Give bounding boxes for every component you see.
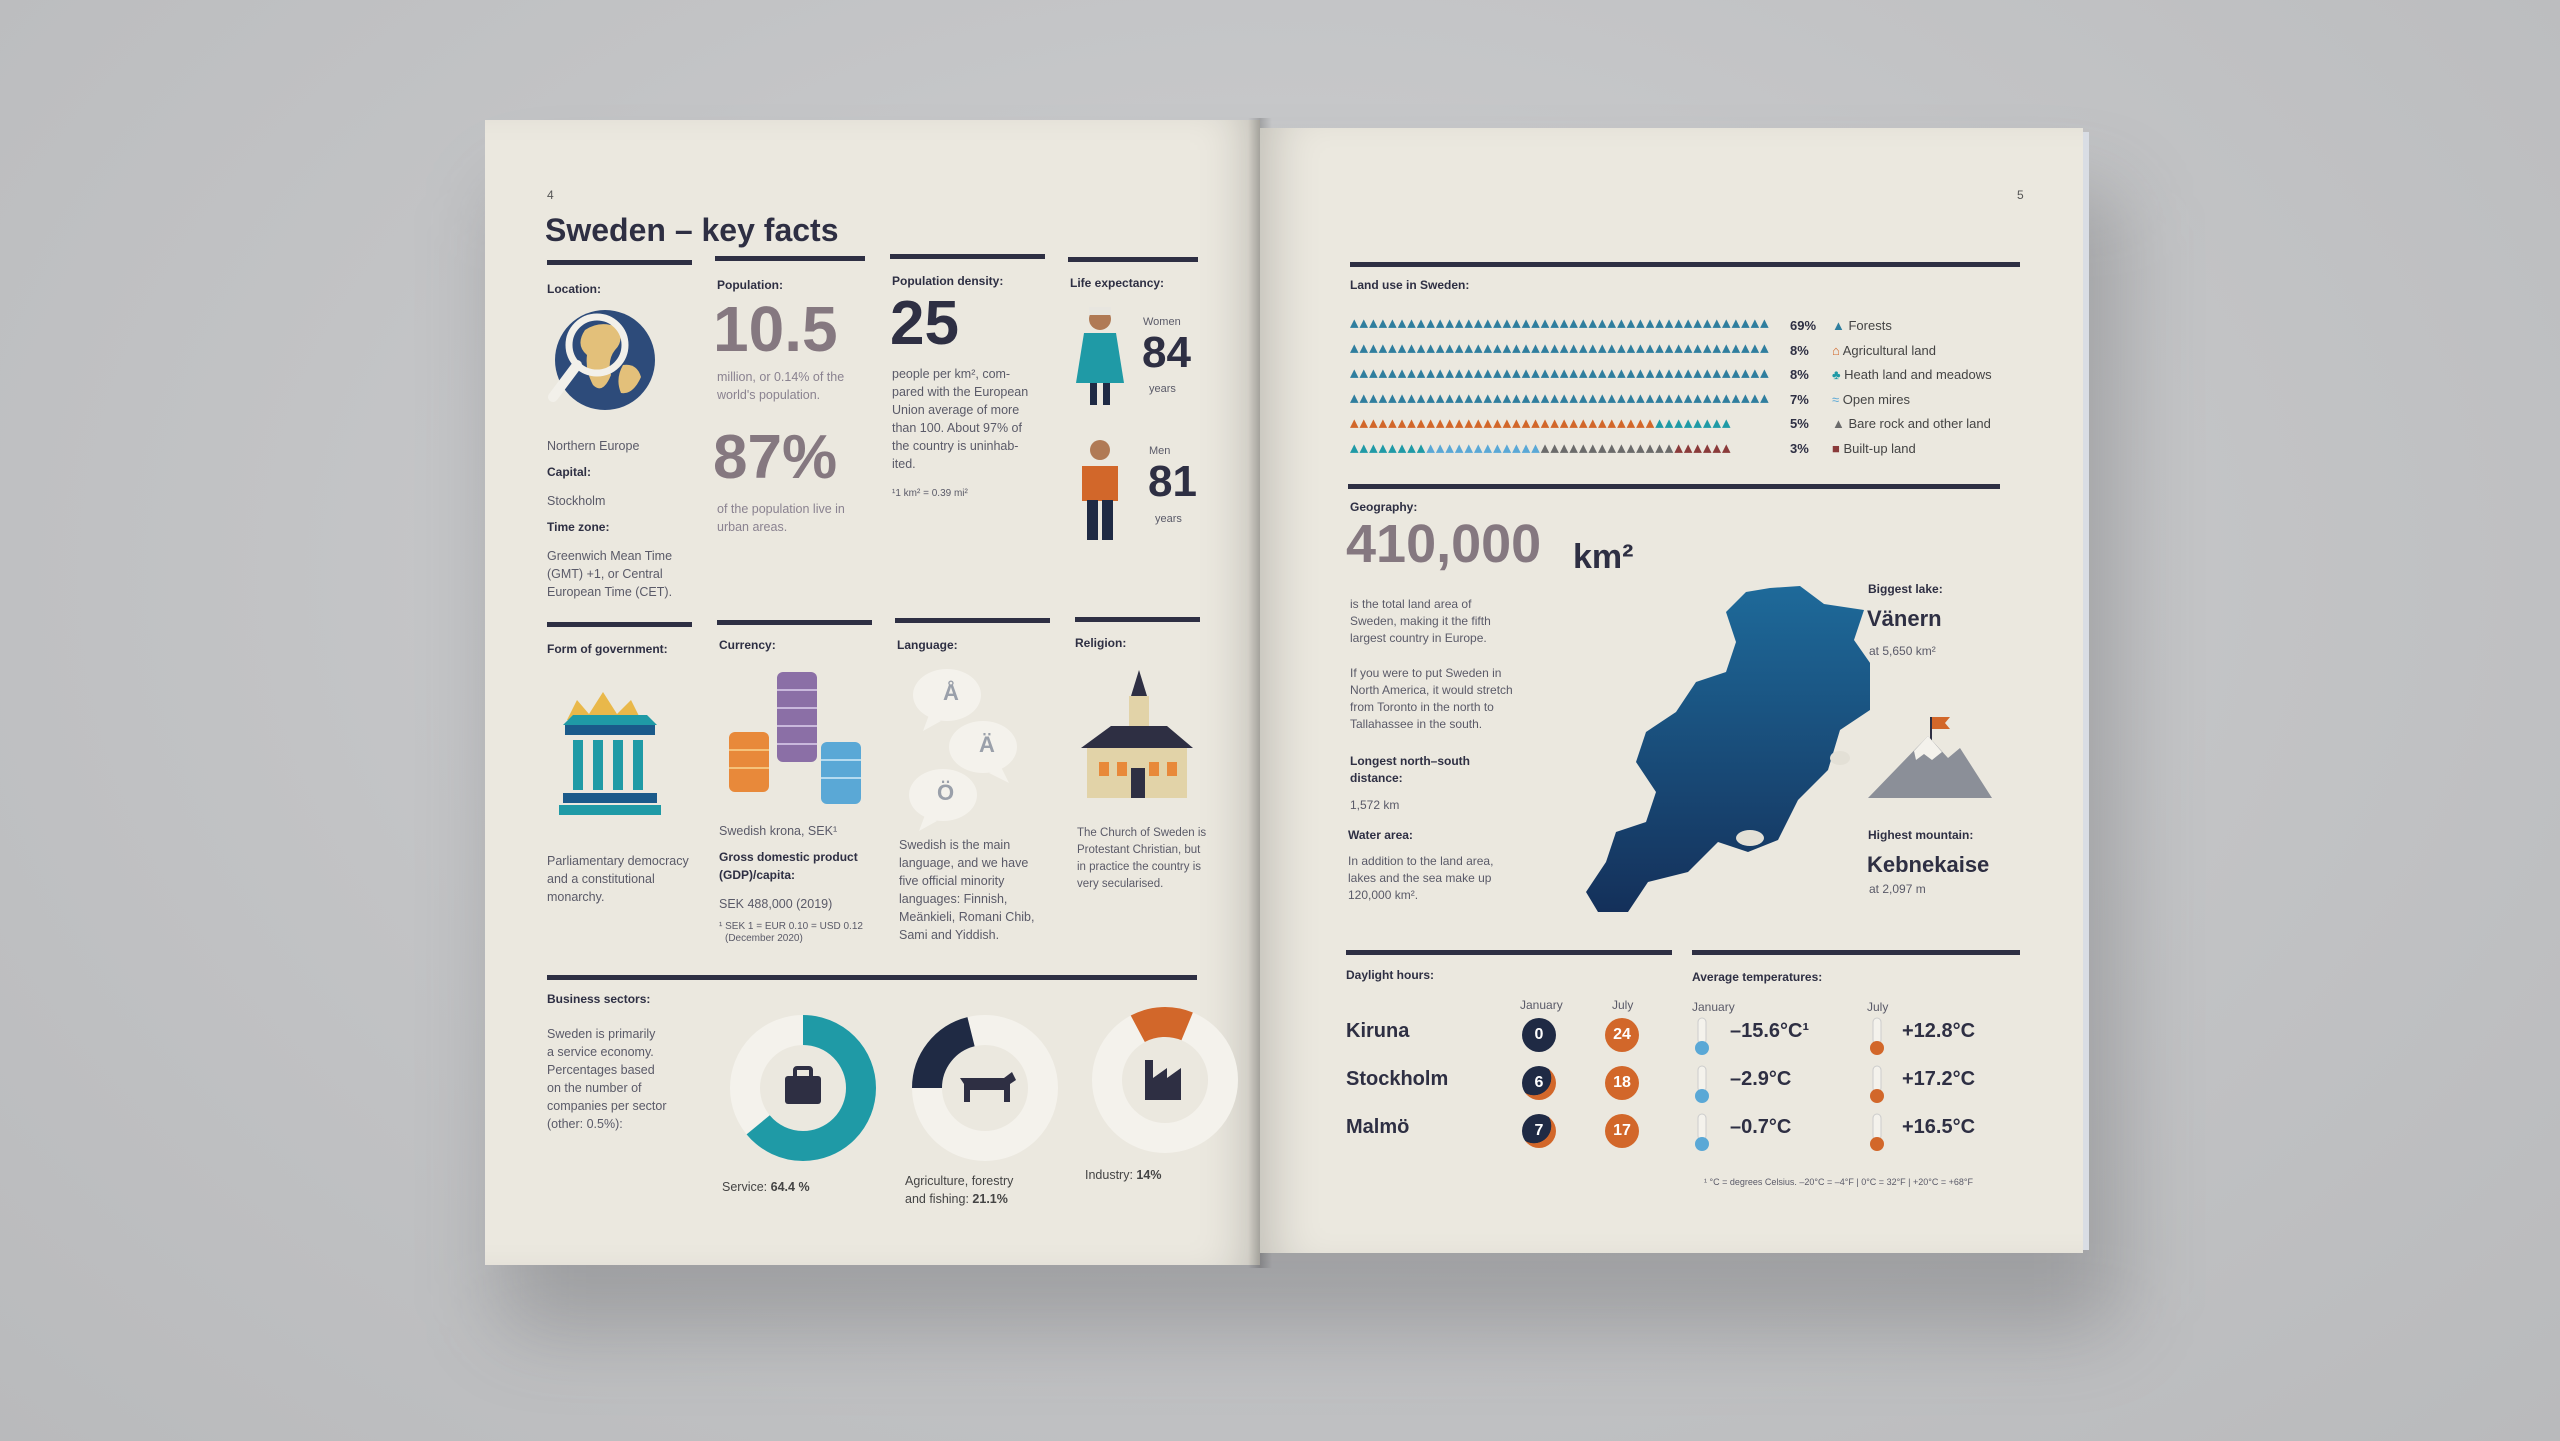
landuse-pictogram-row: ▴▴▴▴▴▴▴▴▴▴▴▴▴▴▴▴▴▴▴▴▴▴▴▴▴▴▴▴▴▴▴▴▴▴▴▴▴▴▴▴▴▴▴▴ [1350,363,1770,382]
landuse-legend-icon: ⌂ [1832,342,1843,358]
landuse-percent: 3% [1790,440,1809,456]
area-compare: North America, it would stretch [1350,683,1513,697]
area-desc: largest country in Europe. [1350,631,1487,645]
timezone-line: European Time (CET). [547,585,673,599]
timezone-line: Greenwich Mean Time [547,549,673,563]
women-value: 84 [1142,328,1191,377]
mountain-icon [1868,713,1998,803]
government-desc: Parliamentary democracy [547,854,689,868]
service-caption: Service: 64.4 % [722,1180,810,1194]
government-label: Form of government: [547,642,668,656]
urban-value: 87% [713,423,838,492]
capital-label: Capital: [547,465,592,479]
language-desc: Sami and Yiddish. [899,928,1000,942]
gdp-label: Gross domestic product [719,850,858,864]
daylight-label: Daylight hours: [1346,968,1435,982]
page-number: 5 [2017,188,2024,202]
women-label: Women [1143,316,1181,328]
parliament-icon [555,685,665,825]
landuse-pictogram-row: ▴▴▴▴▴▴▴▴▴▴▴▴▴▴▴▴▴▴▴▴▴▴▴▴▴▴▴▴▴▴▴▴▴▴▴▴▴▴▴▴ [1350,413,1732,432]
landuse-pictogram-row: ▴▴▴▴▴▴▴▴▴▴▴▴▴▴▴▴▴▴▴▴▴▴▴▴▴▴▴▴▴▴▴▴▴▴▴▴▴▴▴▴▴▴▴▴ [1350,313,1770,332]
geography-label: Geography: [1350,500,1418,514]
divider [715,256,865,261]
globe-icon [545,305,665,425]
landuse-legend-icon: ▲ [1832,318,1849,333]
man-icon [1070,438,1130,548]
agriculture-caption-2: and fishing: 21.1% [905,1192,1008,1206]
temperature-july: +12.8°C [1902,1020,1976,1042]
distance-label: Longest north–south [1350,754,1470,768]
warm-thermometer-icon [1867,1016,1887,1061]
landuse-category: Bare rock and other land [1848,416,1991,431]
business-desc: Percentages based [547,1063,655,1077]
language-desc: Swedish is the main [899,838,1011,852]
density-desc: Union average of more [892,403,1020,417]
right-page [1260,128,2083,1253]
temperature-note: ¹ °C = degrees Celsius. –20°C = –4°F | 0°C = 32°F | +20°C = +68°F [1704,1177,1973,1187]
density-label: Population density: [892,274,1004,288]
capital-value: Stockholm [547,494,606,508]
city-name: Stockholm [1346,1068,1449,1090]
daylight-july-badge: 17 [1605,1114,1639,1148]
divider [547,622,692,627]
currency-note: ¹ SEK 1 = EUR 0.10 = USD 0.12 [719,921,863,932]
divider [547,260,692,265]
religion-desc: in practice the country is [1077,861,1202,873]
daylight-july-badge: 18 [1605,1066,1639,1100]
business-label: Business sectors: [547,992,651,1006]
coin-stack-icon [725,660,865,810]
density-desc: ited. [892,457,916,471]
urban-desc: urban areas. [717,520,788,534]
church-icon [1077,668,1197,808]
page-title: Sweden – key facts [545,212,839,248]
landuse-category: Heath land and meadows [1844,367,1992,382]
men-unit: years [1155,513,1182,525]
cold-thermometer-icon [1692,1016,1712,1061]
woman-icon [1070,305,1130,415]
area-unit: km² [1573,538,1634,576]
daylight-col-january: January [1520,998,1563,1012]
industry-caption: Industry: 14% [1085,1168,1162,1182]
language-desc: Meänkieli, Romani Chib, [899,910,1035,924]
warm-thermometer-icon [1867,1112,1887,1157]
landuse-percent: 5% [1790,416,1809,431]
life-label: Life expectancy: [1070,276,1165,290]
agriculture-donut-chart [905,1008,1065,1168]
temperature-january: –2.9°C [1730,1068,1792,1090]
religion-desc: Protestant Christian, but [1077,844,1201,856]
service-donut-chart [723,1008,883,1168]
mountain-label: Highest mountain: [1868,828,1974,842]
women-unit: years [1149,383,1176,395]
currency-value: Swedish krona, SEK¹ [719,824,838,838]
temp-col-july: July [1867,1000,1889,1014]
landuse-legend-icon: ♣ [1832,367,1845,382]
business-desc: a service economy. [547,1045,654,1059]
distance-value: 1,572 km [1350,798,1400,812]
currency-label: Currency: [719,638,776,652]
language-desc: language, and we have [899,856,1029,870]
mountain-name: Kebnekaise [1867,852,1990,877]
landuse-legend-item [1790,441,1916,456]
lake-label: Biggest lake: [1868,582,1943,596]
language-label: Language: [897,638,958,652]
religion-desc: The Church of Sweden is [1077,827,1207,839]
temperature-july: +17.2°C [1902,1068,1976,1090]
divider [717,620,872,625]
landuse-pictogram-row: ▴▴▴▴▴▴▴▴▴▴▴▴▴▴▴▴▴▴▴▴▴▴▴▴▴▴▴▴▴▴▴▴▴▴▴▴▴▴▴▴▴▴▴▴ [1350,338,1770,357]
location-value: Northern Europe [547,439,640,453]
density-note: ¹1 km² = 0.39 mi² [892,488,968,499]
left-page [485,120,1260,1265]
temperature-january: –0.7°C [1730,1116,1792,1138]
daylight-col-july: July [1612,998,1634,1012]
religion-desc: very secularised. [1077,878,1164,890]
agriculture-caption-1: Agriculture, forestry [905,1174,1014,1188]
business-desc: (other: 0.5%): [547,1117,623,1131]
timezone-line: (GMT) +1, or Central [547,567,663,581]
letter-a-ring: Å [943,680,959,705]
density-desc: people per km², com- [892,367,1011,381]
landuse-percent: 7% [1790,391,1809,407]
distance-label: distance: [1350,771,1403,785]
daylight-july-badge: 24 [1605,1018,1639,1052]
divider [1692,950,2020,955]
landuse-legend-item [1790,392,1910,407]
density-desc: the country is uninhab- [892,439,1019,453]
population-desc: million, or 0.14% of the [717,370,845,384]
landuse-category: Built-up land [1843,440,1916,456]
area-compare: If you were to put Sweden in [1350,666,1502,680]
gdp-label: (GDP)/capita: [719,868,796,882]
cold-thermometer-icon [1692,1064,1712,1109]
landuse-legend-item [1790,343,1936,358]
density-desc: than 100. About 97% of [892,421,1022,435]
city-name: Malmö [1346,1116,1410,1138]
daylight-january-badge: 0 [1522,1018,1556,1052]
landuse-percent: 69% [1790,318,1817,333]
daylight-january-badge: 7 [1522,1114,1556,1148]
divider [895,618,1050,623]
landuse-legend-item [1790,367,1992,382]
letter-o-umlaut: Ö [937,780,955,805]
letter-a-umlaut: Ä [979,732,995,757]
city-name: Kiruna [1346,1020,1410,1042]
business-desc: companies per sector [547,1099,667,1113]
landuse-legend-icon: ▲ [1832,416,1849,431]
divider [890,254,1045,259]
men-value: 81 [1148,457,1197,506]
density-desc: pared with the European [892,385,1029,399]
government-desc: monarchy. [547,890,605,904]
government-desc: and a constitutional [547,872,655,886]
temperatures-label: Average temperatures: [1692,970,1823,984]
business-desc: on the number of [547,1081,642,1095]
landuse-legend-icon: ≈ [1832,391,1843,407]
divider [1348,484,2000,489]
divider [547,975,1197,980]
landuse-category: Agricultural land [1842,342,1936,358]
landuse-legend-item [1790,318,1892,333]
divider [1068,257,1198,262]
population-desc: world's population. [717,388,821,402]
landuse-pictogram-row: ▴▴▴▴▴▴▴▴▴▴▴▴▴▴▴▴▴▴▴▴▴▴▴▴▴▴▴▴▴▴▴▴▴▴▴▴▴▴▴▴ [1350,438,1732,457]
mountain-height: at 2,097 m [1869,882,1926,896]
landuse-percent: 8% [1790,367,1809,382]
temperature-july: +16.5°C [1902,1116,1976,1138]
language-desc: five official minority [899,874,1005,888]
divider [1346,950,1672,955]
water-desc: 120,000 km². [1348,888,1419,902]
divider [1350,262,2020,267]
density-value: 25 [890,289,959,358]
area-desc: Sweden, making it the fifth [1350,614,1491,628]
water-label: Water area: [1348,828,1413,842]
industry-donut-chart [1085,1000,1245,1160]
location-label: Location: [547,282,601,296]
water-desc: lakes and the sea make up [1348,871,1492,885]
business-desc: Sweden is primarily [547,1027,656,1041]
population-label: Population: [717,278,783,292]
page-edge [2083,132,2089,1250]
divider [1075,617,1200,622]
area-value: 410,000 [1346,514,1542,574]
temp-col-january: January [1692,1000,1735,1014]
area-compare: Tallahassee in the south. [1350,717,1483,731]
timezone-label: Time zone: [547,520,610,534]
temperature-january: –15.6°C¹ [1730,1020,1810,1042]
landuse-legend-item [1790,416,1991,431]
landuse-category: Forests [1848,318,1892,333]
gdp-value: SEK 488,000 (2019) [719,897,833,911]
currency-note: (December 2020) [725,933,803,944]
population-value: 10.5 [713,293,838,365]
landuse-category: Open mires [1842,391,1910,407]
language-desc: languages: Finnish, [899,892,1008,906]
cold-thermometer-icon [1692,1112,1712,1157]
area-compare: from Toronto in the north to [1350,700,1494,714]
landuse-pictogram-row: ▴▴▴▴▴▴▴▴▴▴▴▴▴▴▴▴▴▴▴▴▴▴▴▴▴▴▴▴▴▴▴▴▴▴▴▴▴▴▴▴▴▴▴▴ [1350,388,1770,407]
sweden-map [1540,578,1870,928]
men-label: Men [1149,445,1171,457]
speech-bubbles-icon [905,665,1025,835]
urban-desc: of the population live in [717,502,845,516]
lake-name: Vänern [1867,606,1942,631]
landuse-percent: 8% [1790,342,1809,358]
area-desc: is the total land area of [1350,597,1472,611]
religion-label: Religion: [1075,636,1127,650]
page-number: 4 [547,188,554,202]
warm-thermometer-icon [1867,1064,1887,1109]
lake-area: at 5,650 km² [1869,644,1936,658]
landuse-label: Land use in Sweden: [1350,278,1470,292]
water-desc: In addition to the land area, [1348,854,1494,868]
landuse-legend-icon: ■ [1832,440,1844,456]
daylight-january-badge: 6 [1522,1066,1556,1100]
